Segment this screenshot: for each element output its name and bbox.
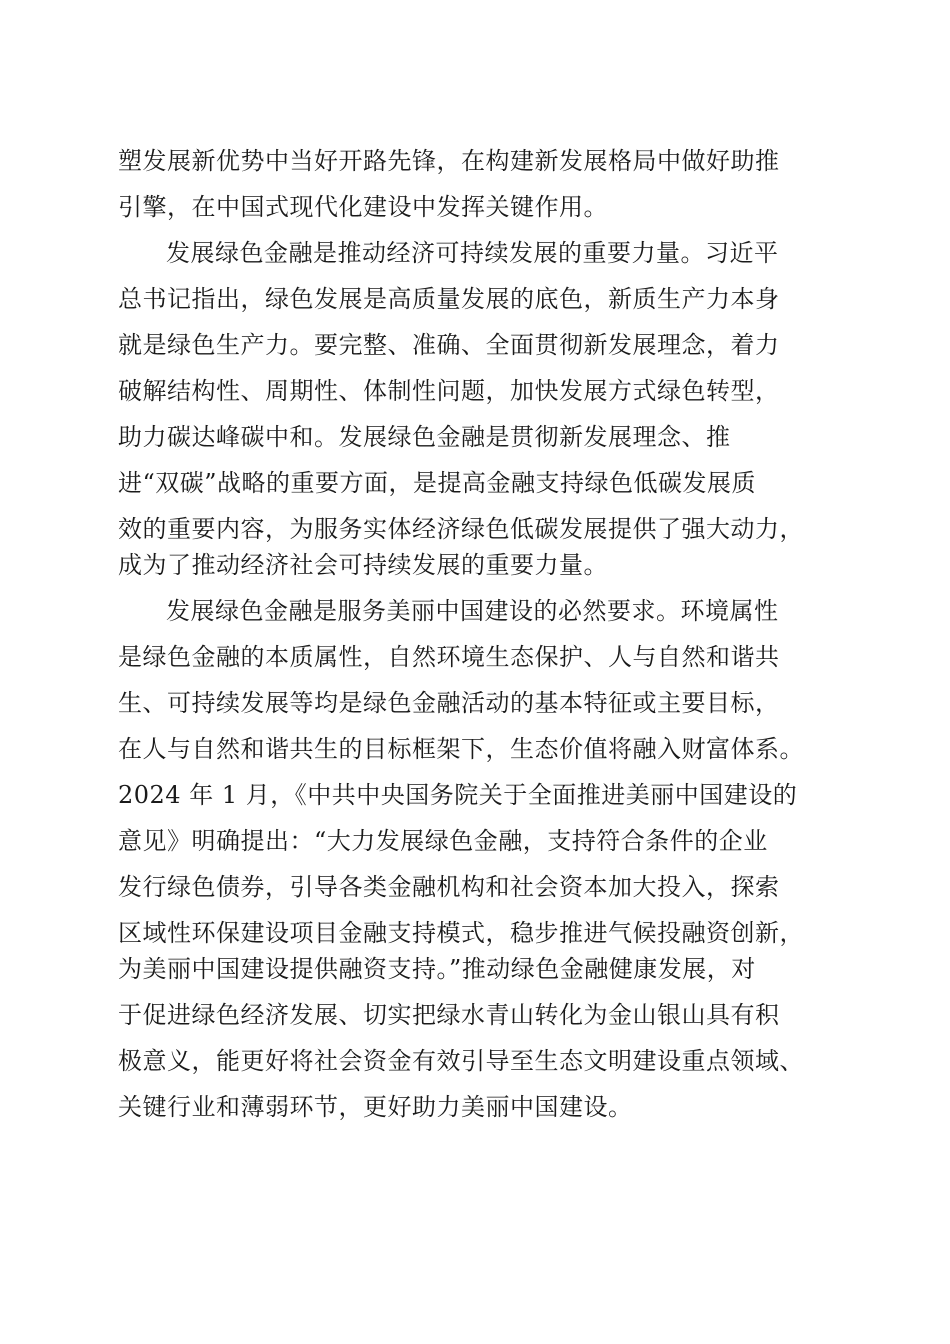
paragraph-2-line-2: 总书记指出，绿色发展是高质量发展的底色，新质生产力本身 (118, 285, 780, 313)
paragraph-2-line-5: 助力碳达峰碳中和。发展绿色金融是贯彻新发展理念、推 (118, 423, 731, 451)
paragraph-2-line-4: 破解结构性、周期性、体制性问题，加快发展方式绿色转型， (118, 377, 780, 405)
paragraph-2-line-7: 效的重要内容，为服务实体经济绿色低碳发展提供了强大动力， (118, 515, 804, 543)
paragraph-3-line-7: 发行绿色债券，引导各类金融机构和社会资本加大投入，探索 (118, 873, 780, 901)
paragraph-2-line-3: 就是绿色生产力。要完整、准确、全面贯彻新发展理念，着力 (118, 331, 780, 359)
paragraph-1-line-2: 引擎，在中国式现代化建设中发挥关键作用。 (118, 193, 608, 221)
paragraph-3-line-3: 生、可持续发展等均是绿色金融活动的基本特征或主要目标， (118, 689, 780, 717)
paragraph-1-line-1: 塑发展新优势中当好开路先锋，在构建新发展格局中做好助推 (118, 147, 780, 175)
paragraph-3-line-11: 极意义，能更好将社会资金有效引导至生态文明建设重点领域、 (118, 1047, 804, 1075)
paragraph-3-line-1: 发展绿色金融是服务美丽中国建设的必然要求。环境属性 (166, 597, 779, 625)
paragraph-3-line-8: 区域性环保建设项目金融支持模式，稳步推进气候投融资创新， (118, 919, 804, 947)
paragraph-3-line-2: 是绿色金融的本质属性，自然环境生态保护、人与自然和谐共 (118, 643, 780, 671)
paragraph-2-line-1: 发展绿色金融是推动经济可持续发展的重要力量。习近平 (166, 239, 779, 267)
paragraph-3-line-6: 意见》明确提出：“大力发展绿色金融，支持符合条件的企业 (118, 827, 768, 855)
paragraph-2-line-6: 进“双碳”战略的重要方面，是提高金融支持绿色低碳发展质 (118, 469, 757, 497)
paragraph-3-line-9: 为美丽中国建设提供融资支持。”推动绿色金融健康发展，对 (118, 955, 756, 983)
paragraph-3-line-4: 在人与自然和谐共生的目标框架下，生态价值将融入财富体系。 (118, 735, 804, 763)
paragraph-2-line-8: 成为了推动经济社会可持续发展的重要力量。 (118, 551, 608, 579)
paragraph-3-line-12: 关键行业和薄弱环节，更好助力美丽中国建设。 (118, 1093, 633, 1121)
paragraph-3-line-10: 于促进绿色经济发展、切实把绿水青山转化为金山银山具有积 (118, 1001, 780, 1029)
paragraph-3-line-5: 2024 年 1 月，《中共中央国务院关于全面推进美丽中国建设的 (118, 781, 798, 809)
